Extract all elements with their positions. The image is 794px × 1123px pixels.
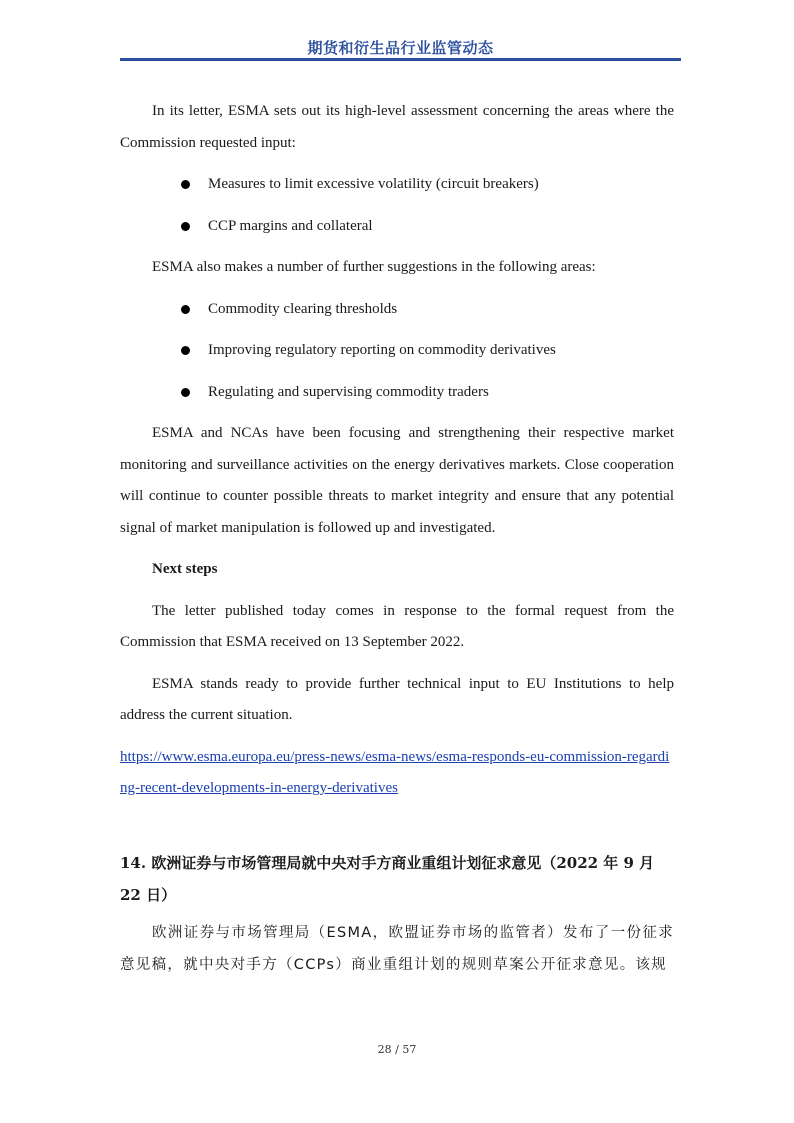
next-steps-heading: Next steps bbox=[152, 561, 218, 577]
suggestion-list bbox=[120, 294, 674, 409]
bullet-icon bbox=[181, 180, 190, 189]
list-item-text: Measures to limit excessive volatility (circuit breakers) bbox=[208, 176, 539, 192]
list-item-text: Improving regulatory reporting on commodity derivatives bbox=[208, 342, 556, 358]
next-steps-paragraph: The letter published today comes in response to the formal request from the Commission that ESMA received on 13 September 2022. bbox=[120, 602, 674, 650]
section-14-paragraph: 欧洲证券与市场管理局（ESMA，欧盟证券市场的监管者）发布了一份征求意见稿，就中央对手方（CCPs）商业重组计划的规则草案公开征求意见。该规 bbox=[120, 924, 674, 973]
list-item-text: CCP margins and collateral bbox=[208, 217, 373, 234]
page-header-title: 期货和衍生品行业监管动态 bbox=[307, 39, 494, 57]
bullet-icon bbox=[181, 346, 190, 355]
ready-paragraph: ESMA stands ready to provide further technical input to EU Institutions to help address the current situation. bbox=[120, 675, 674, 723]
section-14-title: 14. 欧洲证券与市场管理局就中央对手方商业重组计划征求意见（2022 年 9 月 22 日） bbox=[120, 853, 655, 904]
source-link[interactable]: https://www.esma.europa.eu/press-news/esma-news/esma-responds-eu-commission-regarding-recent-developments-in-energy-derivatives bbox=[120, 748, 670, 796]
page-number: 28 / 57 bbox=[377, 1043, 417, 1056]
list-item bbox=[120, 335, 674, 367]
bullet-icon bbox=[181, 222, 190, 231]
bullet-icon bbox=[181, 305, 190, 314]
header-rule bbox=[120, 58, 681, 61]
monitoring-paragraph: ESMA and NCAs have been focusing and strengthening their respective market monitoring and surveillance activities on the energy derivatives markets. Close cooperation will continue to counter possible threats to market integrity and ensure that any potential signal of market manipulation is followed up and investigated. bbox=[120, 425, 674, 536]
list-item-text: Regulating and supervising commodity traders bbox=[208, 383, 489, 400]
list-item bbox=[120, 377, 674, 409]
list-item bbox=[120, 211, 674, 243]
page-content bbox=[120, 96, 674, 991]
list-item bbox=[120, 294, 674, 326]
assessment-list bbox=[120, 169, 674, 242]
bullet-icon bbox=[181, 388, 190, 397]
further-suggestions-paragraph: ESMA also makes a number of further suggestions in the following areas: bbox=[152, 259, 596, 275]
list-item bbox=[120, 169, 674, 201]
list-item-text: Commodity clearing thresholds bbox=[208, 300, 398, 317]
intro-paragraph: In its letter, ESMA sets out its high-level assessment concerning the areas where the Commission requested input: bbox=[120, 103, 674, 151]
